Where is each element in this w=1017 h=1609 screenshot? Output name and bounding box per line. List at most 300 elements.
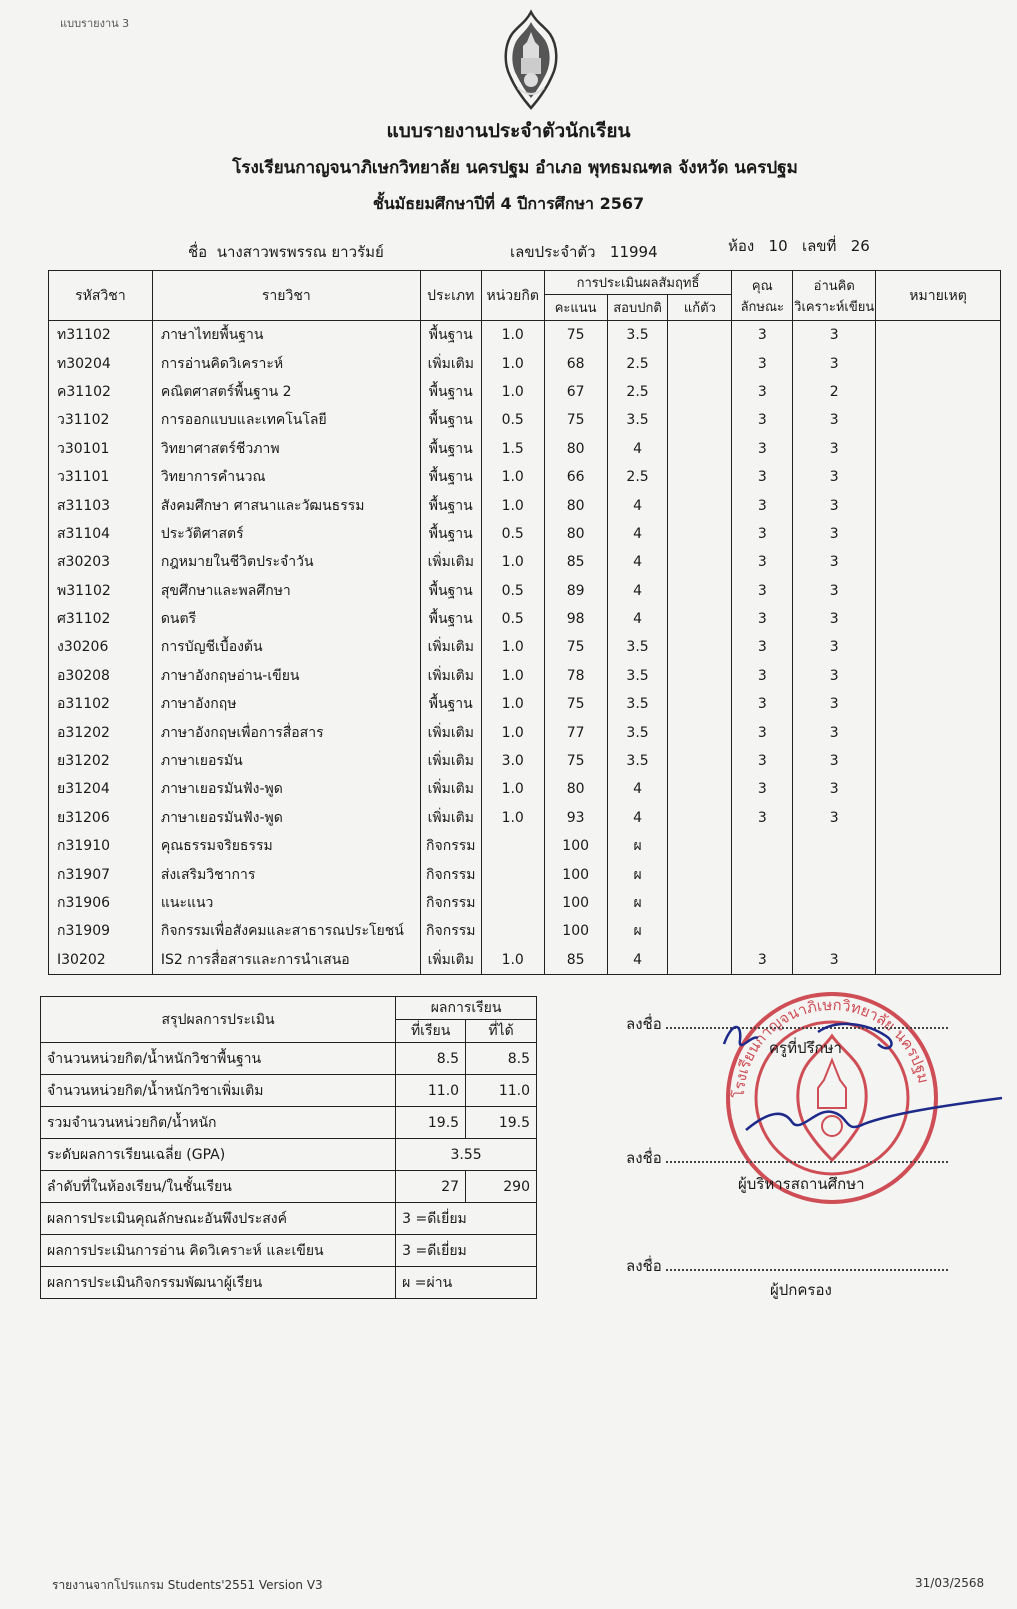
row-character <box>732 917 793 945</box>
row-reading: 3 <box>793 690 876 718</box>
row-retake <box>668 889 732 917</box>
row-code: อ31202 <box>49 718 153 746</box>
row-remarks <box>876 463 1001 491</box>
row-character <box>732 832 793 860</box>
table-row <box>49 463 1001 491</box>
header-score: คะแนน <box>544 295 607 321</box>
summary-extra-studied: 11.0 <box>396 1075 466 1107</box>
row-remarks <box>876 946 1001 975</box>
row-type: พื้นฐาน <box>420 406 481 434</box>
row-credits: 1.0 <box>481 662 544 690</box>
row-character: 3 <box>732 321 793 350</box>
row-retake <box>668 491 732 519</box>
row-retake <box>668 718 732 746</box>
row-grade: 4 <box>607 577 668 605</box>
row-code: ว31101 <box>49 463 153 491</box>
row-code: ค31102 <box>49 378 153 406</box>
row-remarks <box>876 605 1001 633</box>
summary-reading-value: 3 =ดีเยี่ยม <box>396 1235 537 1267</box>
row-credits <box>481 832 544 860</box>
row-grade: ผ <box>607 917 668 945</box>
row-remarks <box>876 378 1001 406</box>
table-row <box>49 577 1001 605</box>
room-label: ห้อง <box>728 237 755 255</box>
row-reading <box>793 860 876 888</box>
row-reading <box>793 889 876 917</box>
row-subject: ภาษาอังกฤษ <box>152 690 420 718</box>
table-row <box>49 662 1001 690</box>
row-score: 93 <box>544 804 607 832</box>
student-room <box>728 234 870 258</box>
row-retake <box>668 860 732 888</box>
row-score: 78 <box>544 662 607 690</box>
row-grade: 3.5 <box>607 406 668 434</box>
row-type: เพิ่มเติม <box>420 662 481 690</box>
row-code: ท31102 <box>49 321 153 350</box>
row-remarks <box>876 690 1001 718</box>
header-retake: แก้ตัว <box>668 295 732 321</box>
table-row <box>49 605 1001 633</box>
row-retake <box>668 804 732 832</box>
row-remarks <box>876 633 1001 661</box>
row-character: 3 <box>732 775 793 803</box>
table-row <box>49 520 1001 548</box>
row-grade: 2.5 <box>607 378 668 406</box>
header-reading-line1: อ่านคิด <box>813 278 855 294</box>
row-remarks <box>876 349 1001 377</box>
row-grade: 3.5 <box>607 662 668 690</box>
row-type: เพิ่มเติม <box>420 349 481 377</box>
signature-director-title: ผู้บริหารสถานศึกษา <box>738 1175 865 1193</box>
row-character: 3 <box>732 804 793 832</box>
table-row <box>49 406 1001 434</box>
row-grade: 3.5 <box>607 633 668 661</box>
header-remarks: หมายเหตุ <box>876 271 1001 321</box>
row-character: 3 <box>732 747 793 775</box>
header-character-line2: ลักษณะ <box>740 299 785 315</box>
row-subject: สุขศึกษาและพลศึกษา <box>152 577 420 605</box>
row-reading: 3 <box>793 747 876 775</box>
row-code: ส31103 <box>49 491 153 519</box>
row-credits: 0.5 <box>481 577 544 605</box>
row-subject: กิจกรรมเพื่อสังคมและสาธารณประโยชน์ <box>152 917 420 945</box>
row-grade: 4 <box>607 491 668 519</box>
row-grade: 4 <box>607 435 668 463</box>
table-row <box>49 860 1001 888</box>
table-row <box>49 889 1001 917</box>
table-row <box>49 491 1001 519</box>
row-remarks <box>876 406 1001 434</box>
row-score: 75 <box>544 321 607 350</box>
row-credits: 1.0 <box>481 633 544 661</box>
row-credits: 1.0 <box>481 690 544 718</box>
summary-title: สรุปผลการประเมิน <box>41 997 396 1043</box>
row-type: พื้นฐาน <box>420 605 481 633</box>
row-score: 80 <box>544 520 607 548</box>
row-reading: 3 <box>793 349 876 377</box>
table-row <box>49 548 1001 576</box>
row-score: 100 <box>544 832 607 860</box>
row-credits: 1.0 <box>481 321 544 350</box>
summary-activity-label: ผลการประเมินกิจกรรมพัฒนาผู้เรียน <box>41 1267 396 1299</box>
row-subject: ภาษาเยอรมันฟัง-พูด <box>152 775 420 803</box>
row-subject: วิทยาศาสตร์ชีวภาพ <box>152 435 420 463</box>
row-subject: การอ่านคิดวิเคราะห์ <box>152 349 420 377</box>
summary-basic-earned: 8.5 <box>466 1043 537 1075</box>
row-character: 3 <box>732 633 793 661</box>
row-retake <box>668 406 732 434</box>
row-type: พื้นฐาน <box>420 577 481 605</box>
row-grade: 4 <box>607 520 668 548</box>
school-line: โรงเรียนกาญจนาภิเษกวิทยาลัย นครปฐม อำเภอ พุทธมณฑล จังหวัด นครปฐม <box>232 158 798 178</box>
row-character: 3 <box>732 690 793 718</box>
row-code: พ31102 <box>49 577 153 605</box>
row-remarks <box>876 321 1001 350</box>
row-grade: 4 <box>607 946 668 975</box>
summary-reading-label: ผลการประเมินการอ่าน คิดวิเคราะห์ และเขียน <box>41 1235 396 1267</box>
page-title: แบบรายงานประจำตัวนักเรียน <box>386 120 631 142</box>
row-credits: 0.5 <box>481 605 544 633</box>
school-emblem-icon <box>496 8 566 112</box>
row-retake <box>668 662 732 690</box>
row-subject: ภาษาอังกฤษเพื่อการสื่อสาร <box>152 718 420 746</box>
row-subject: IS2 การสื่อสารและการนำเสนอ <box>152 946 420 975</box>
row-code: ง30206 <box>49 633 153 661</box>
row-type: พื้นฐาน <box>420 690 481 718</box>
row-score: 89 <box>544 577 607 605</box>
row-code: ศ31102 <box>49 605 153 633</box>
table-row <box>49 633 1001 661</box>
id-value: 11994 <box>609 243 658 261</box>
row-credits: 1.0 <box>481 804 544 832</box>
row-type: กิจกรรม <box>420 889 481 917</box>
row-type: เพิ่มเติม <box>420 633 481 661</box>
sign-label-advisor: ลงชื่อ <box>626 1015 662 1033</box>
summary-result-label: ผลการเรียน <box>396 997 537 1020</box>
row-character: 3 <box>732 548 793 576</box>
row-credits <box>481 889 544 917</box>
row-retake <box>668 520 732 548</box>
summary-total-studied: 19.5 <box>396 1107 466 1139</box>
table-row <box>49 690 1001 718</box>
row-remarks <box>876 491 1001 519</box>
header-credits: หน่วยกิต <box>481 271 544 321</box>
row-reading: 2 <box>793 378 876 406</box>
summary-activity-value: ผ =ผ่าน <box>396 1267 537 1299</box>
signature-parent-title: ผู้ปกครอง <box>770 1281 832 1299</box>
row-grade: 2.5 <box>607 349 668 377</box>
row-retake <box>668 435 732 463</box>
row-retake <box>668 775 732 803</box>
summary-rank-label: ลำดับที่ในห้องเรียน/ในชั้นเรียน <box>41 1171 396 1203</box>
row-credits: 1.0 <box>481 463 544 491</box>
stamp-text: โรงเรียนกาญจนาภิเษกวิทยาลัย นครปฐม <box>729 995 933 1099</box>
row-grade: 3.5 <box>607 690 668 718</box>
row-type: เพิ่มเติม <box>420 718 481 746</box>
row-remarks <box>876 889 1001 917</box>
row-code: ว30101 <box>49 435 153 463</box>
table-row <box>49 832 1001 860</box>
row-character: 3 <box>732 406 793 434</box>
summary-gpa-label: ระดับผลการเรียนเฉลี่ย (GPA) <box>41 1139 396 1171</box>
row-remarks <box>876 747 1001 775</box>
row-score: 66 <box>544 463 607 491</box>
header-assessment: การประเมินผลสัมฤทธิ์ <box>544 271 732 295</box>
row-type: เพิ่มเติม <box>420 548 481 576</box>
row-retake <box>668 633 732 661</box>
summary-basic-label: จำนวนหน่วยกิต/น้ำหนักวิชาพื้นฐาน <box>41 1043 396 1075</box>
row-remarks <box>876 548 1001 576</box>
student-name <box>188 240 384 264</box>
row-credits: 3.0 <box>481 747 544 775</box>
row-code: ก31909 <box>49 917 153 945</box>
row-score: 68 <box>544 349 607 377</box>
row-remarks <box>876 917 1001 945</box>
row-remarks <box>876 775 1001 803</box>
row-remarks <box>876 435 1001 463</box>
row-reading: 3 <box>793 775 876 803</box>
row-credits <box>481 917 544 945</box>
row-subject: การออกแบบและเทคโนโลยี <box>152 406 420 434</box>
row-score: 75 <box>544 690 607 718</box>
row-grade: 3.5 <box>607 747 668 775</box>
row-character: 3 <box>732 378 793 406</box>
row-credits: 1.5 <box>481 435 544 463</box>
row-credits: 1.0 <box>481 548 544 576</box>
row-reading: 3 <box>793 633 876 661</box>
row-code: ย31204 <box>49 775 153 803</box>
row-character <box>732 860 793 888</box>
row-credits <box>481 860 544 888</box>
id-label: เลขประจำตัว <box>510 243 596 261</box>
row-grade: 2.5 <box>607 463 668 491</box>
row-subject: ส่งเสริมวิชาการ <box>152 860 420 888</box>
row-score: 100 <box>544 889 607 917</box>
table-row <box>49 917 1001 945</box>
row-character: 3 <box>732 662 793 690</box>
row-type: กิจกรรม <box>420 860 481 888</box>
table-row <box>49 804 1001 832</box>
row-subject: ภาษาไทยพื้นฐาน <box>152 321 420 350</box>
name-label: ชื่อ <box>188 243 208 261</box>
row-character: 3 <box>732 435 793 463</box>
sign-label-parent: ลงชื่อ <box>626 1257 662 1275</box>
table-row <box>49 378 1001 406</box>
row-score: 77 <box>544 718 607 746</box>
row-grade: 4 <box>607 804 668 832</box>
row-credits: 0.5 <box>481 520 544 548</box>
row-reading: 3 <box>793 406 876 434</box>
row-type: พื้นฐาน <box>420 463 481 491</box>
summary-character-label: ผลการประเมินคุณลักษณะอันพึงประสงค์ <box>41 1203 396 1235</box>
row-subject: การบัญชีเบื้องต้น <box>152 633 420 661</box>
row-retake <box>668 577 732 605</box>
grade-line: ชั้นมัธยมศึกษาปีที่ 4 ปีการศึกษา 2567 <box>372 194 645 213</box>
summary-studied-label: ที่เรียน <box>396 1020 466 1043</box>
table-row <box>49 946 1001 975</box>
row-subject: ภาษาอังกฤษอ่าน-เขียน <box>152 662 420 690</box>
row-remarks <box>876 577 1001 605</box>
advisor-signature-scribble <box>718 1014 918 1064</box>
row-credits: 1.0 <box>481 349 544 377</box>
row-grade: ผ <box>607 889 668 917</box>
row-character: 3 <box>732 349 793 377</box>
row-reading: 3 <box>793 435 876 463</box>
row-grade: 3.5 <box>607 718 668 746</box>
row-type: เพิ่มเติม <box>420 747 481 775</box>
row-code: ส30203 <box>49 548 153 576</box>
row-reading: 3 <box>793 662 876 690</box>
row-retake <box>668 832 732 860</box>
row-reading <box>793 917 876 945</box>
header-type: ประเภท <box>420 271 481 321</box>
row-reading <box>793 832 876 860</box>
row-subject: วิทยาการคำนวณ <box>152 463 420 491</box>
row-subject: ภาษาเยอรมัน <box>152 747 420 775</box>
row-code: ย31206 <box>49 804 153 832</box>
summary-total-label: รวมจำนวนหน่วยกิต/น้ำหนัก <box>41 1107 396 1139</box>
row-reading: 3 <box>793 491 876 519</box>
row-character: 3 <box>732 577 793 605</box>
row-retake <box>668 349 732 377</box>
header-character-line1: คุณ <box>751 278 773 294</box>
director-signature-scribble <box>740 1090 1008 1150</box>
room-value: 10 <box>768 237 788 255</box>
row-grade: ผ <box>607 860 668 888</box>
row-type: กิจกรรม <box>420 917 481 945</box>
row-character <box>732 889 793 917</box>
summary-gpa-value: 3.55 <box>396 1139 537 1171</box>
row-retake <box>668 605 732 633</box>
student-id <box>510 240 658 264</box>
row-type: พื้นฐาน <box>420 520 481 548</box>
row-score: 98 <box>544 605 607 633</box>
row-grade: 4 <box>607 548 668 576</box>
row-credits: 1.0 <box>481 775 544 803</box>
grades-table <box>48 270 1001 975</box>
row-reading: 3 <box>793 946 876 975</box>
row-reading: 3 <box>793 463 876 491</box>
row-reading: 3 <box>793 321 876 350</box>
row-reading: 3 <box>793 718 876 746</box>
row-code: I30202 <box>49 946 153 975</box>
row-score: 85 <box>544 548 607 576</box>
row-code: ส31104 <box>49 520 153 548</box>
row-score: 80 <box>544 435 607 463</box>
row-code: ก31907 <box>49 860 153 888</box>
header-grade: สอบปกติ <box>607 295 668 321</box>
table-row <box>49 747 1001 775</box>
row-score: 75 <box>544 633 607 661</box>
sign-label-director: ลงชื่อ <box>626 1149 662 1167</box>
summary-character-value: 3 =ดีเยี่ยม <box>396 1203 537 1235</box>
row-remarks <box>876 832 1001 860</box>
table-row <box>49 321 1001 350</box>
row-retake <box>668 463 732 491</box>
summary-table <box>40 996 537 1299</box>
row-score: 75 <box>544 406 607 434</box>
row-retake <box>668 378 732 406</box>
row-subject: คณิตศาสตร์พื้นฐาน 2 <box>152 378 420 406</box>
row-retake <box>668 321 732 350</box>
summary-earned-label: ที่ได้ <box>466 1020 537 1043</box>
header-reading-line2: วิเคราะห์เขียน <box>794 299 875 315</box>
row-type: พื้นฐาน <box>420 435 481 463</box>
signature-advisor-title: ครูที่ปรึกษา <box>769 1039 842 1057</box>
row-score: 80 <box>544 491 607 519</box>
row-credits: 0.5 <box>481 406 544 434</box>
row-character: 3 <box>732 946 793 975</box>
row-code: ก31910 <box>49 832 153 860</box>
row-type: พื้นฐาน <box>420 321 481 350</box>
row-code: ก31906 <box>49 889 153 917</box>
row-code: อ31102 <box>49 690 153 718</box>
header-character <box>732 271 793 321</box>
row-remarks <box>876 860 1001 888</box>
row-score: 75 <box>544 747 607 775</box>
row-subject: กฎหมายในชีวิตประจำวัน <box>152 548 420 576</box>
row-grade: 3.5 <box>607 321 668 350</box>
name-value: นางสาวพรพรรณ ยาวรัมย์ <box>216 243 384 261</box>
row-score: 85 <box>544 946 607 975</box>
row-remarks <box>876 718 1001 746</box>
table-row <box>49 349 1001 377</box>
row-score: 100 <box>544 917 607 945</box>
table-row <box>49 775 1001 803</box>
summary-extra-earned: 11.0 <box>466 1075 537 1107</box>
row-type: พื้นฐาน <box>420 491 481 519</box>
number-value: 26 <box>850 237 870 255</box>
row-credits: 1.0 <box>481 718 544 746</box>
row-type: พื้นฐาน <box>420 378 481 406</box>
row-score: 67 <box>544 378 607 406</box>
row-grade: 4 <box>607 775 668 803</box>
row-retake <box>668 690 732 718</box>
header-subject: รายวิชา <box>152 271 420 321</box>
row-retake <box>668 548 732 576</box>
header-code: รหัสวิชา <box>49 271 153 321</box>
header-reading <box>793 271 876 321</box>
row-retake <box>668 917 732 945</box>
row-subject: คุณธรรมจริยธรรม <box>152 832 420 860</box>
form-code: แบบรายงาน 3 <box>60 17 130 30</box>
row-score: 80 <box>544 775 607 803</box>
row-credits: 1.0 <box>481 491 544 519</box>
row-grade: 4 <box>607 605 668 633</box>
table-row <box>49 718 1001 746</box>
row-reading: 3 <box>793 520 876 548</box>
table-row <box>49 435 1001 463</box>
row-reading: 3 <box>793 804 876 832</box>
row-retake <box>668 946 732 975</box>
summary-rank-class: 290 <box>466 1171 537 1203</box>
row-subject: สังคมศึกษา ศาสนาและวัฒนธรรม <box>152 491 420 519</box>
row-retake <box>668 747 732 775</box>
grade-rows <box>49 321 1001 975</box>
signature-parent-line <box>626 1254 948 1278</box>
footer-date: 31/03/2568 <box>915 1576 985 1590</box>
row-character: 3 <box>732 463 793 491</box>
row-type: เพิ่มเติม <box>420 775 481 803</box>
row-score: 100 <box>544 860 607 888</box>
row-subject: แนะแนว <box>152 889 420 917</box>
row-type: เพิ่มเติม <box>420 946 481 975</box>
row-remarks <box>876 662 1001 690</box>
summary-total-earned: 19.5 <box>466 1107 537 1139</box>
row-code: ย31202 <box>49 747 153 775</box>
row-character: 3 <box>732 605 793 633</box>
row-code: อ30208 <box>49 662 153 690</box>
